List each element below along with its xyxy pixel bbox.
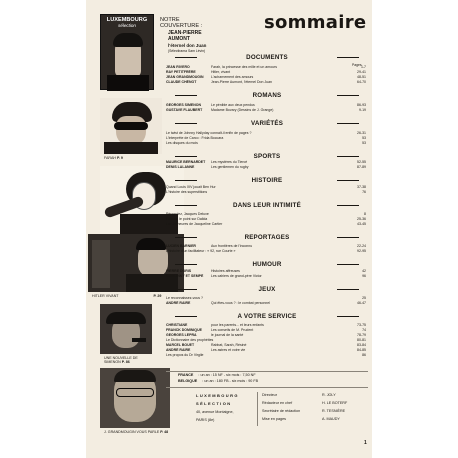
toc-pages: 53 (362, 136, 366, 140)
toc-entry (166, 108, 368, 113)
simenon-hat (106, 312, 146, 324)
photo-farah (100, 98, 162, 154)
toc-pages: 53 (362, 141, 366, 145)
toc-title: Les disques du mois (166, 141, 198, 145)
section-heading: A VOTRE SERVICE (167, 313, 367, 320)
toc-author: JEAN GRANDMOUGIN (166, 75, 204, 79)
section-heading: ROMANS (167, 92, 367, 99)
toc-pages: 86-93 (357, 103, 366, 107)
photo-grandmougin (100, 368, 170, 428)
grandmougin-glasses (116, 388, 154, 397)
toc-pages: 86 (362, 353, 366, 357)
photo-simenon (100, 304, 152, 354)
toc-title: Les gentlemen du rugby (211, 165, 249, 169)
toc-author: ANDRÉ RAIRE (166, 348, 191, 352)
toc-title: L'interprète de Carco : Frida Boccara (166, 136, 224, 140)
toc-author: MAURICE BERNARDET (166, 160, 206, 164)
toc-title: Les astres et votre vie (211, 348, 246, 352)
toc-author: DENIS LALANNE (166, 165, 195, 169)
section-heading: HISTOIRE (167, 177, 367, 184)
toc-entry (166, 80, 368, 85)
cover-collar (107, 75, 149, 91)
toc-pages: 1-7 (360, 65, 366, 69)
toc-title: Aux frontières de l'inconnu (211, 244, 253, 248)
staff-name: H. LE BOTERF (322, 401, 348, 405)
caption-hitler-vivant: HITLER VIVANT P. 29 (92, 294, 162, 298)
toc-pages: 8 (364, 212, 366, 216)
toc-title: Quand Louis XIV jouait Ben Hur (166, 185, 216, 189)
caption-farah: FARAH P. 9 (104, 156, 123, 160)
toc-pages: 64-70 (357, 80, 366, 84)
toc-author: RAY PETITFRÈRE (166, 70, 196, 74)
toc-title: Madame Bovary (Dessins de J. Grange) (211, 108, 274, 112)
staff-name: A. MAUDY (322, 417, 340, 421)
toc-title: Rabbat, Sarah, Résiné (211, 343, 247, 347)
section-heading: VARIÉTÉS (167, 120, 367, 127)
toc-title: L'acharnement des amours (211, 75, 254, 79)
toc-pages: 76 (362, 190, 366, 194)
masthead-address-2: PARIS (8e) (196, 418, 215, 422)
toc-title: Faisons le point sur Dalida (166, 217, 208, 221)
cover-brand-sub: sélection (118, 23, 136, 28)
toc-pages: 29-41 (357, 70, 366, 74)
toc-title: Le Dictionnaire des prophéties (166, 338, 214, 342)
toc-entry (166, 190, 368, 195)
section-heading: SPORTS (167, 153, 367, 160)
subscription-france: FRANCE : un an : 15 NF - six mois : 7,50 NF (178, 373, 256, 377)
staff-name: R. TESNIÈRE (322, 409, 346, 413)
toc-author: GOSCINNY ET SEMPÉ (166, 274, 204, 278)
cover-name-2: AUMONT (168, 36, 190, 42)
section-heading: DANS LEUR INTIMITÉ (167, 202, 367, 209)
toc-title: Les cahiers de grand-père Victor (211, 274, 262, 278)
toc-title: Le twist de Johnny Hallyday connaît-il enfin de pages ? (166, 131, 252, 135)
simenon-pipe (132, 338, 146, 342)
cover-thumbnail (100, 14, 154, 90)
toc-title: Les 24 heures de Jacqueline Cartier (166, 222, 223, 226)
toc-title: Répondez, Jacques Deluxe (166, 212, 209, 216)
section-heading: HUMOUR (167, 261, 367, 268)
toc-author: JEAN RIVERO (166, 65, 190, 69)
cover-credit: (Sélectirama Sam Lévin) (168, 49, 206, 53)
pages-label: Pages (352, 63, 362, 67)
toc-pages: 78-79 (357, 333, 366, 337)
cover-subtitle: l'éternel don Juan (168, 43, 207, 48)
toc-author: FRANCK DOMINIQUE (166, 328, 202, 332)
toc-author: CLAUDE CHÉNOT (166, 80, 197, 84)
toc-entry (166, 274, 368, 279)
toc-pages: 74 (362, 328, 366, 332)
toc-title: Histoires affreuses (211, 269, 240, 273)
toc-title: le journal de la santé (211, 333, 244, 337)
toc-author: MARCEL BOUET (166, 343, 195, 347)
toc-title: L'histoire des superstitions (166, 190, 208, 194)
staff-role: Mise en pages (262, 417, 286, 421)
caption-simenon: UNE NOUVELLE DE SIMENON P. 86 (104, 356, 138, 364)
toc-title: Les conseils de M. Prudent (211, 328, 254, 332)
toc-pages: 84-85 (357, 348, 366, 352)
toc-author: GEORGES LEPRA (166, 333, 197, 337)
toc-pages: 48-51 (357, 75, 366, 79)
toc-author: GEORGES SIMENON (166, 103, 202, 107)
toc-author: ANDRÉ RAIRE (166, 301, 191, 305)
toc-pages: 80-81 (357, 338, 366, 342)
toc-pages: 46-47 (357, 301, 366, 305)
grandmougin-hair (114, 370, 156, 382)
toc-pages: 96 (362, 274, 366, 278)
cover-brand: LUXEMBOURG (106, 17, 148, 23)
subscription-rule-bottom (166, 387, 368, 388)
toc-entry (166, 165, 368, 170)
subscription-rule-top (166, 371, 368, 372)
toc-title: Jean-Pierre Aumont, l'éternel Don Juan (211, 80, 272, 84)
toc-pages: 92-95 (357, 249, 366, 253)
toc-author: CHRISTIANE (166, 323, 188, 327)
toc-title: Qui êtes-vous ? : le combat personnel (211, 301, 270, 305)
toc-pages: 73-75 (357, 323, 366, 327)
toc-author: PIERRE DORIS (166, 269, 192, 273)
hitler-hair (136, 238, 166, 250)
masthead-divider (257, 392, 258, 426)
toc-pages: 25-36 (357, 217, 366, 221)
toc-author: GUSTAVE FLAUBERT (166, 108, 203, 112)
toc-title: Le pénible aux deux pendus (211, 103, 255, 107)
masthead-name-1: LUXEMBOURG (196, 393, 239, 398)
toc-pages: 37-38 (357, 185, 366, 189)
page-folio: 1 (364, 440, 367, 446)
masthead-name-2: SÉLECTION (196, 401, 232, 406)
section-heading: DOCUMENTS (167, 54, 367, 61)
staff-role: Rédacteur en chef (262, 401, 293, 405)
toc-pages: 87-89 (357, 165, 366, 169)
toc-title: L'histoire d'un facilitateur : « 92, rue Courte » (166, 249, 236, 253)
toc-entry (166, 141, 368, 146)
cover-hair (113, 33, 143, 47)
toc-pages: 43-45 (357, 222, 366, 226)
staff-role: Secrétaire de rédaction (262, 409, 301, 413)
toc-entry (166, 249, 368, 254)
toc-pages: 52-55 (357, 160, 366, 164)
toc-entry (166, 301, 368, 306)
staff-name: R. JOLY (322, 393, 336, 397)
toc-title: Hitler, vivant (211, 70, 231, 74)
cover-name-1: JEAN-PIERRE (168, 30, 202, 36)
toc-pages: 25 (362, 296, 366, 300)
toc-entry (166, 353, 368, 358)
caption-grandmougin: J. GRANDMOUGIN VOUS PARLE P. 48 (104, 430, 169, 434)
toc-title: Farah, la princesse des mille et un amours (211, 65, 277, 69)
toc-pages: 22-24 (357, 244, 366, 248)
section-heading: REPORTAGES (167, 234, 367, 241)
toc-title: Les mystères du Tiercé (211, 160, 248, 164)
toc-entry (166, 222, 368, 227)
toc-title: pour les parents... et leurs enfants (211, 323, 264, 327)
toc-pages: 83-84 (357, 343, 366, 347)
hitler-left-figure (92, 240, 110, 288)
cover-heading: NOTRE COUVERTURE : (160, 17, 203, 29)
toc-title: Le reconnaissez-vous ? (166, 296, 203, 300)
toc-pages: 26-31 (357, 131, 366, 135)
toc-title: Les propos du Dr Virgile (166, 353, 204, 357)
farah-sunglasses (114, 122, 148, 130)
section-heading: JEUX (167, 286, 367, 293)
toc-pages: 42 (362, 269, 366, 273)
page-title: sommaire (264, 12, 367, 33)
toc-pages: 9-19 (358, 108, 366, 112)
staff-role: Directeur (262, 393, 277, 397)
subscription-belgique: BELGIQUE : un an : 180 FB - six mois : 90 FB (178, 379, 259, 383)
farah-coat (104, 142, 158, 154)
masthead-address-1: 40, avenue Montaigne, (196, 410, 234, 414)
toc-author: LUCIEN BARNIER (166, 244, 196, 248)
